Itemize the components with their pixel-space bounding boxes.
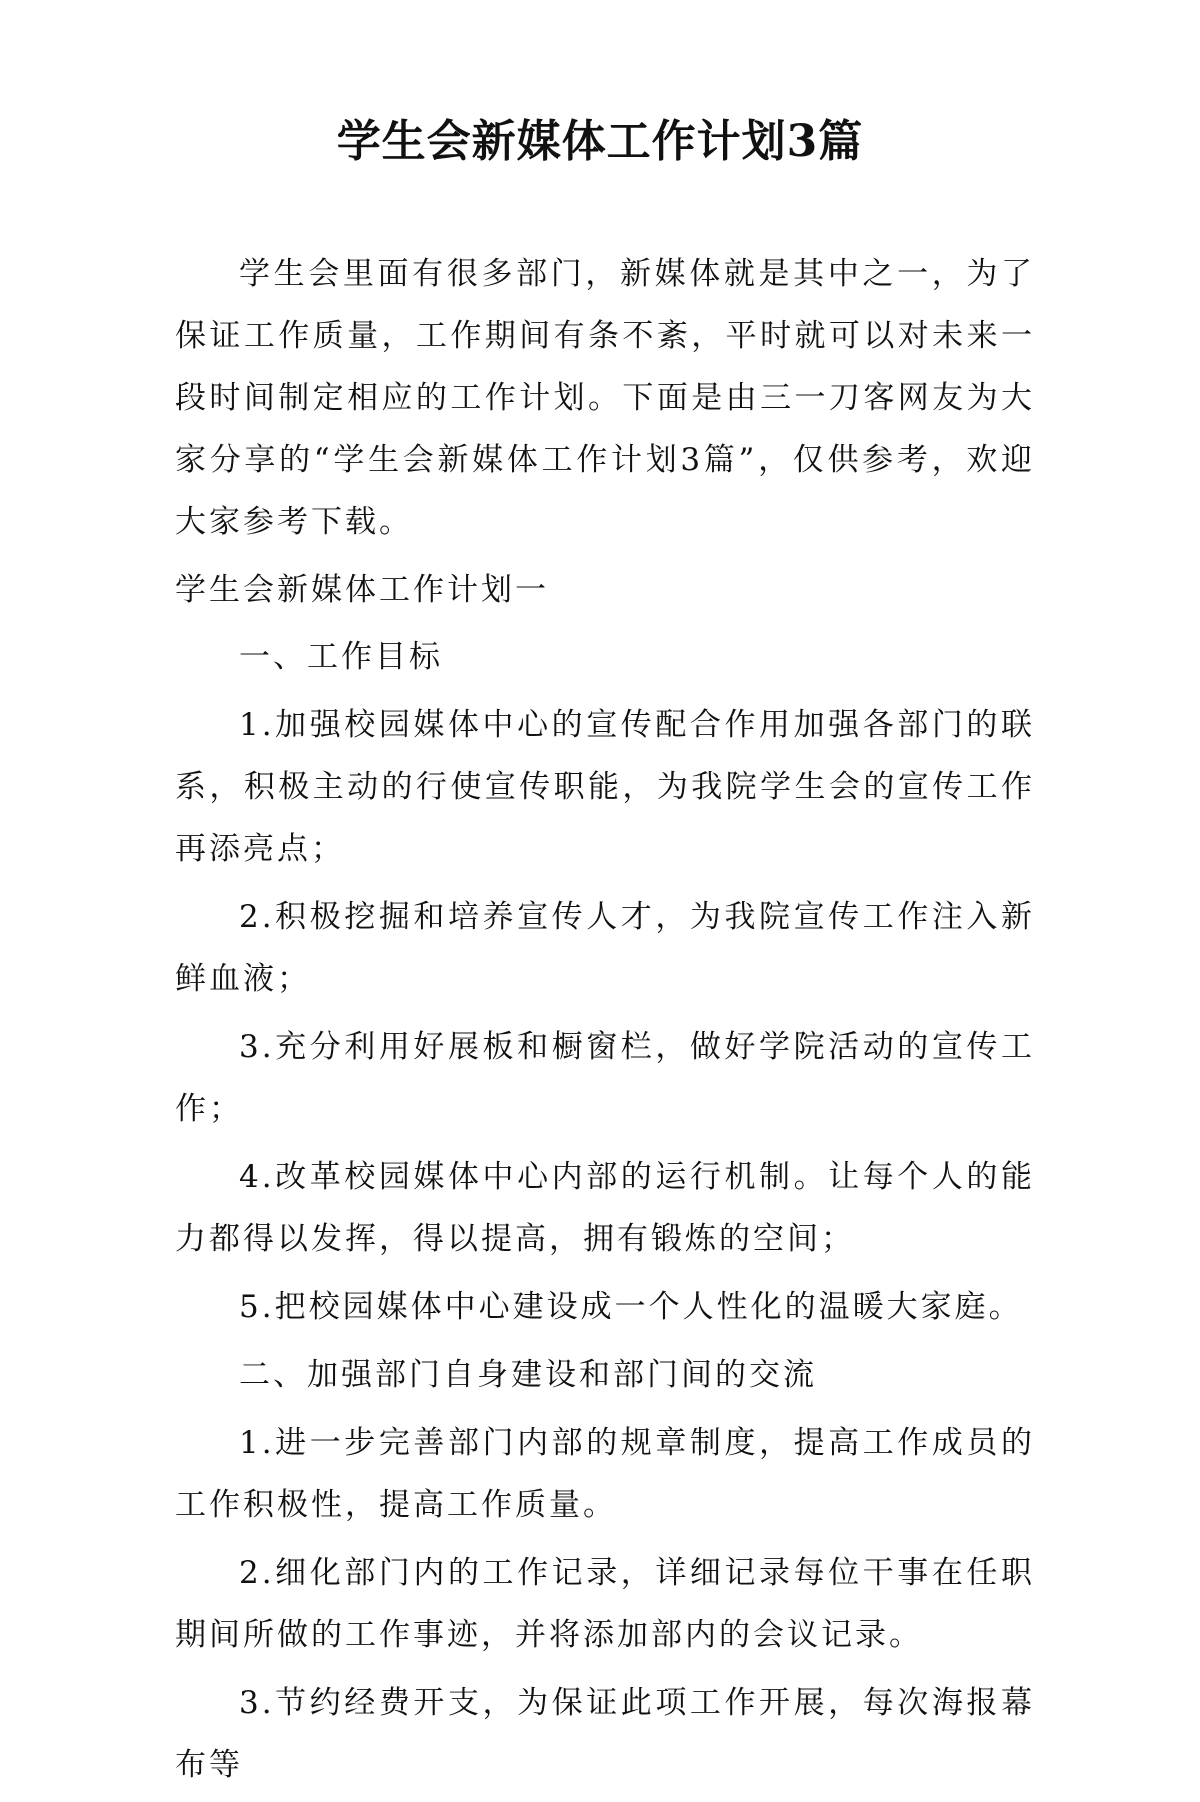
paragraph: 3.节约经费开支，为保证此项工作开展，每次海报幕布等 [175, 1685, 1035, 1783]
paragraph: 5.把校园媒体中心建设成一个人性化的温暖大家庭。 [239, 1289, 1023, 1325]
paragraph: 1.进一步完善部门内部的规章制度，提高工作成员的工作积极性，提高工作质量。 [175, 1425, 1035, 1523]
section-title: 学生会新媒体工作计划一 [175, 572, 549, 608]
document-title: 学生会新媒体工作计划3篇 [336, 116, 864, 167]
paragraph: 1.加强校园媒体中心的宣传配合作用加强各部门的联系，积极主动的行使宣传职能，为我院学生会的宣传工作再添亮点； [175, 707, 1035, 867]
paragraph: 二、加强部门自身建设和部门间的交流 [239, 1357, 817, 1393]
paragraph: 一、工作目标 [239, 639, 443, 675]
paragraph: 2.细化部门内的工作记录，详细记录每位干事在任职期间所做的工作事迹，并将添加部内的会议记录。 [175, 1555, 1035, 1653]
paragraph: 3.充分利用好展板和橱窗栏，做好学院活动的宣传工作； [175, 1029, 1035, 1127]
section-content [175, 626, 1035, 1802]
paragraph: 2.积极挖掘和培养宣传人才，为我院宣传工作注入新鲜血液； [175, 899, 1035, 997]
intro-paragraph: 学生会里面有很多部门，新媒体就是其中之一，为了保证工作质量，工作期间有条不紊，平时就可以对未来一段时间制定相应的工作计划。下面是由三一刀客网友为大家分享的“学生会新媒体工作计划3篇”，仅供参考，欢迎大家参考下载。 [175, 256, 1035, 540]
paragraph: 4.改革校园媒体中心内部的运行机制。让每个人的能力都得以发挥，得以提高，拥有锻炼的空间； [175, 1159, 1035, 1257]
